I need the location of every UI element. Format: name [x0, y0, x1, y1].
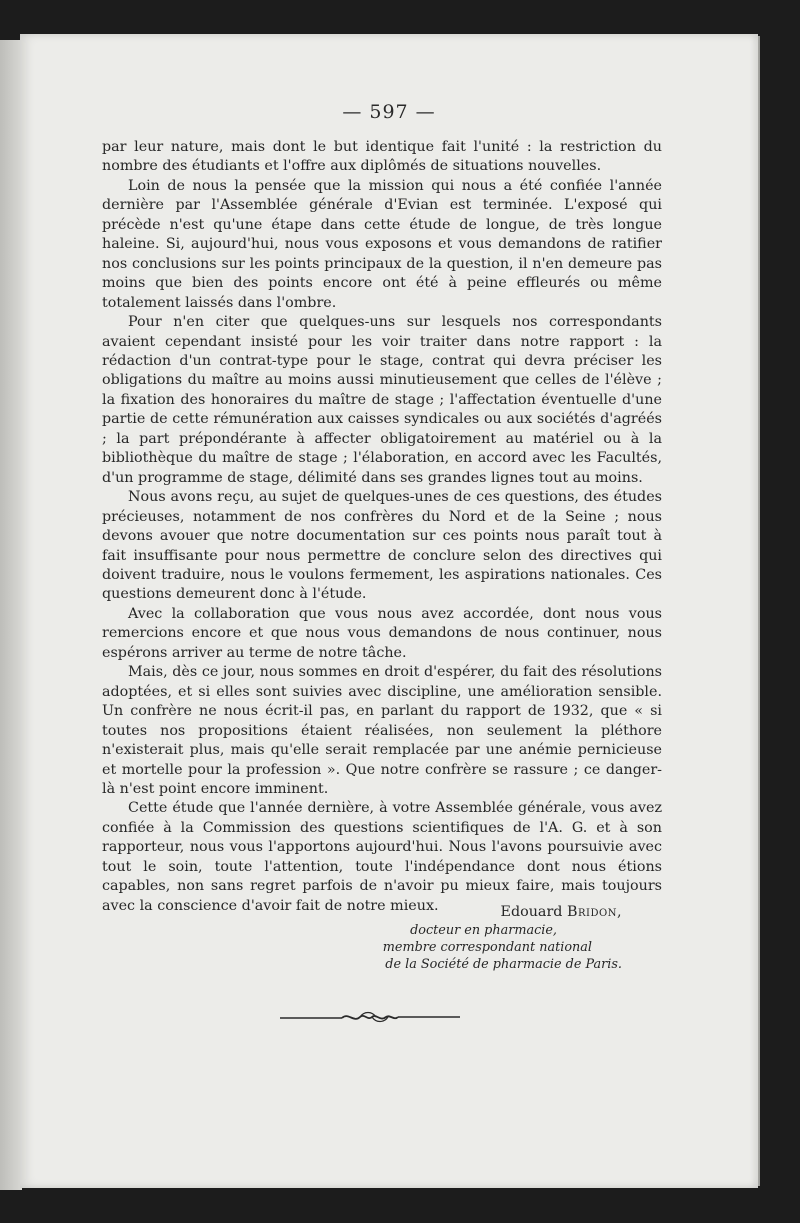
- signature-name: [102, 902, 622, 922]
- ornament-divider-icon: [280, 1009, 460, 1025]
- paragraph: par leur nature, mais dont le but identique fait l'unité : la restriction du nombre des étudiants et l'offre aux diplômés de situations nouvelles.: [102, 139, 662, 175]
- page-number: — 597 —: [342, 101, 436, 123]
- signature-block: [102, 902, 622, 973]
- paragraph: Mais, dès ce jour, nous sommes en droit d'espérer, du fait des résolutions adoptées, et si elles sont suivies avec discipline, une amélioration sensible. Un confrère ne nous écrit-il pas, en parlant du rapport de 1932, que « si toutes nos propositions étaient réalisées, non seulement la pléthore n'existerait plus, mais qu'elle serait remplacée par une anémie pernicieuse et mortelle pour la profession ». Que notre confrère se rassure ; ce danger-là n'est point encore imminent.: [102, 664, 662, 797]
- signature-membership: membre correspondant national: [382, 940, 592, 955]
- paragraph: Pour n'en citer que quelques-uns sur lesquels nos correspondants avaient cependant insisté pour les voir traiter dans notre rapport : la rédaction d'un contrat-type pour le stage, contrat qui devra préciser les obligations du maître au moins aussi minutieusement que celles de l'élève ; la fixation des honoraires du maître de stage ; l'affectation éventuelle d'une partie de cette rémunération aux caisses syndicales ou aux sociétés d'agréés ; la part prépondérante à affecter obligatoirement au matériel ou à la bibliothèque du maître de stage ; l'élaboration, en accord avec les Facultés, d'un programme de stage, délimité dans ses grandes lignes tout au moins.: [102, 314, 662, 486]
- paragraph: Avec la collaboration que vous nous avez accordée, dont nous vous remercions encore et que nous vous demandons de nous continuer, nous espérons arriver au terme de notre tâche.: [102, 605, 662, 661]
- signature-society: de la Société de pharmacie de Paris.: [385, 957, 622, 972]
- paragraph: Loin de nous la pensée que la mission qui nous a été confiée l'année dernière par l'Assemblée générale d'Evian est terminée. L'exposé qui précède n'est qu'une étape dans cette étude de longue, de très longue haleine. Si, aujourd'hui, nous vous exposons et vous demandons de ratifier nos conclusions sur les points principaux de la question, il n'en demeure pas moins que bien des points encore ont été à peine effleurés ou même totalement laissés dans l'ombre.: [102, 177, 662, 311]
- previous-page-edge: [0, 40, 22, 1190]
- paragraph: Nous avons reçu, au sujet de quelques-unes de ces questions, des études précieuses, notamment de nos confrères du Nord et de la Seine ; nous devons avouer que notre documentation sur ces points nous paraît tout à fait insuffisante pour nous permettre de conclure selon des directives qui doivent traduire, nous le voulons fermement, les aspirations nationales. Ces questions demeurent donc à l'étude.: [102, 489, 662, 603]
- paragraph: Cette étude que l'année dernière, à votre Assemblée générale, vous avez confiée à la Commission des questions scientifiques de l'A. G. et à son rapporteur, nous vous l'apportons aujourd'hui. Nous l'avons poursuivie avec tout le soin, toute l'attention, toute l'indépendance dont nous étions capables, non sans regret parfois de n'avoir pu mieux faire, mais toujours avec la conscience d'avoir fait de notre mieux.: [102, 800, 662, 914]
- signature-first-name: Edouard: [500, 904, 563, 920]
- body-text: [102, 138, 662, 916]
- document-page: [20, 34, 758, 1188]
- signature-last-name: Bridon,: [567, 904, 622, 920]
- signature-title: docteur en pharmacie,: [410, 923, 557, 938]
